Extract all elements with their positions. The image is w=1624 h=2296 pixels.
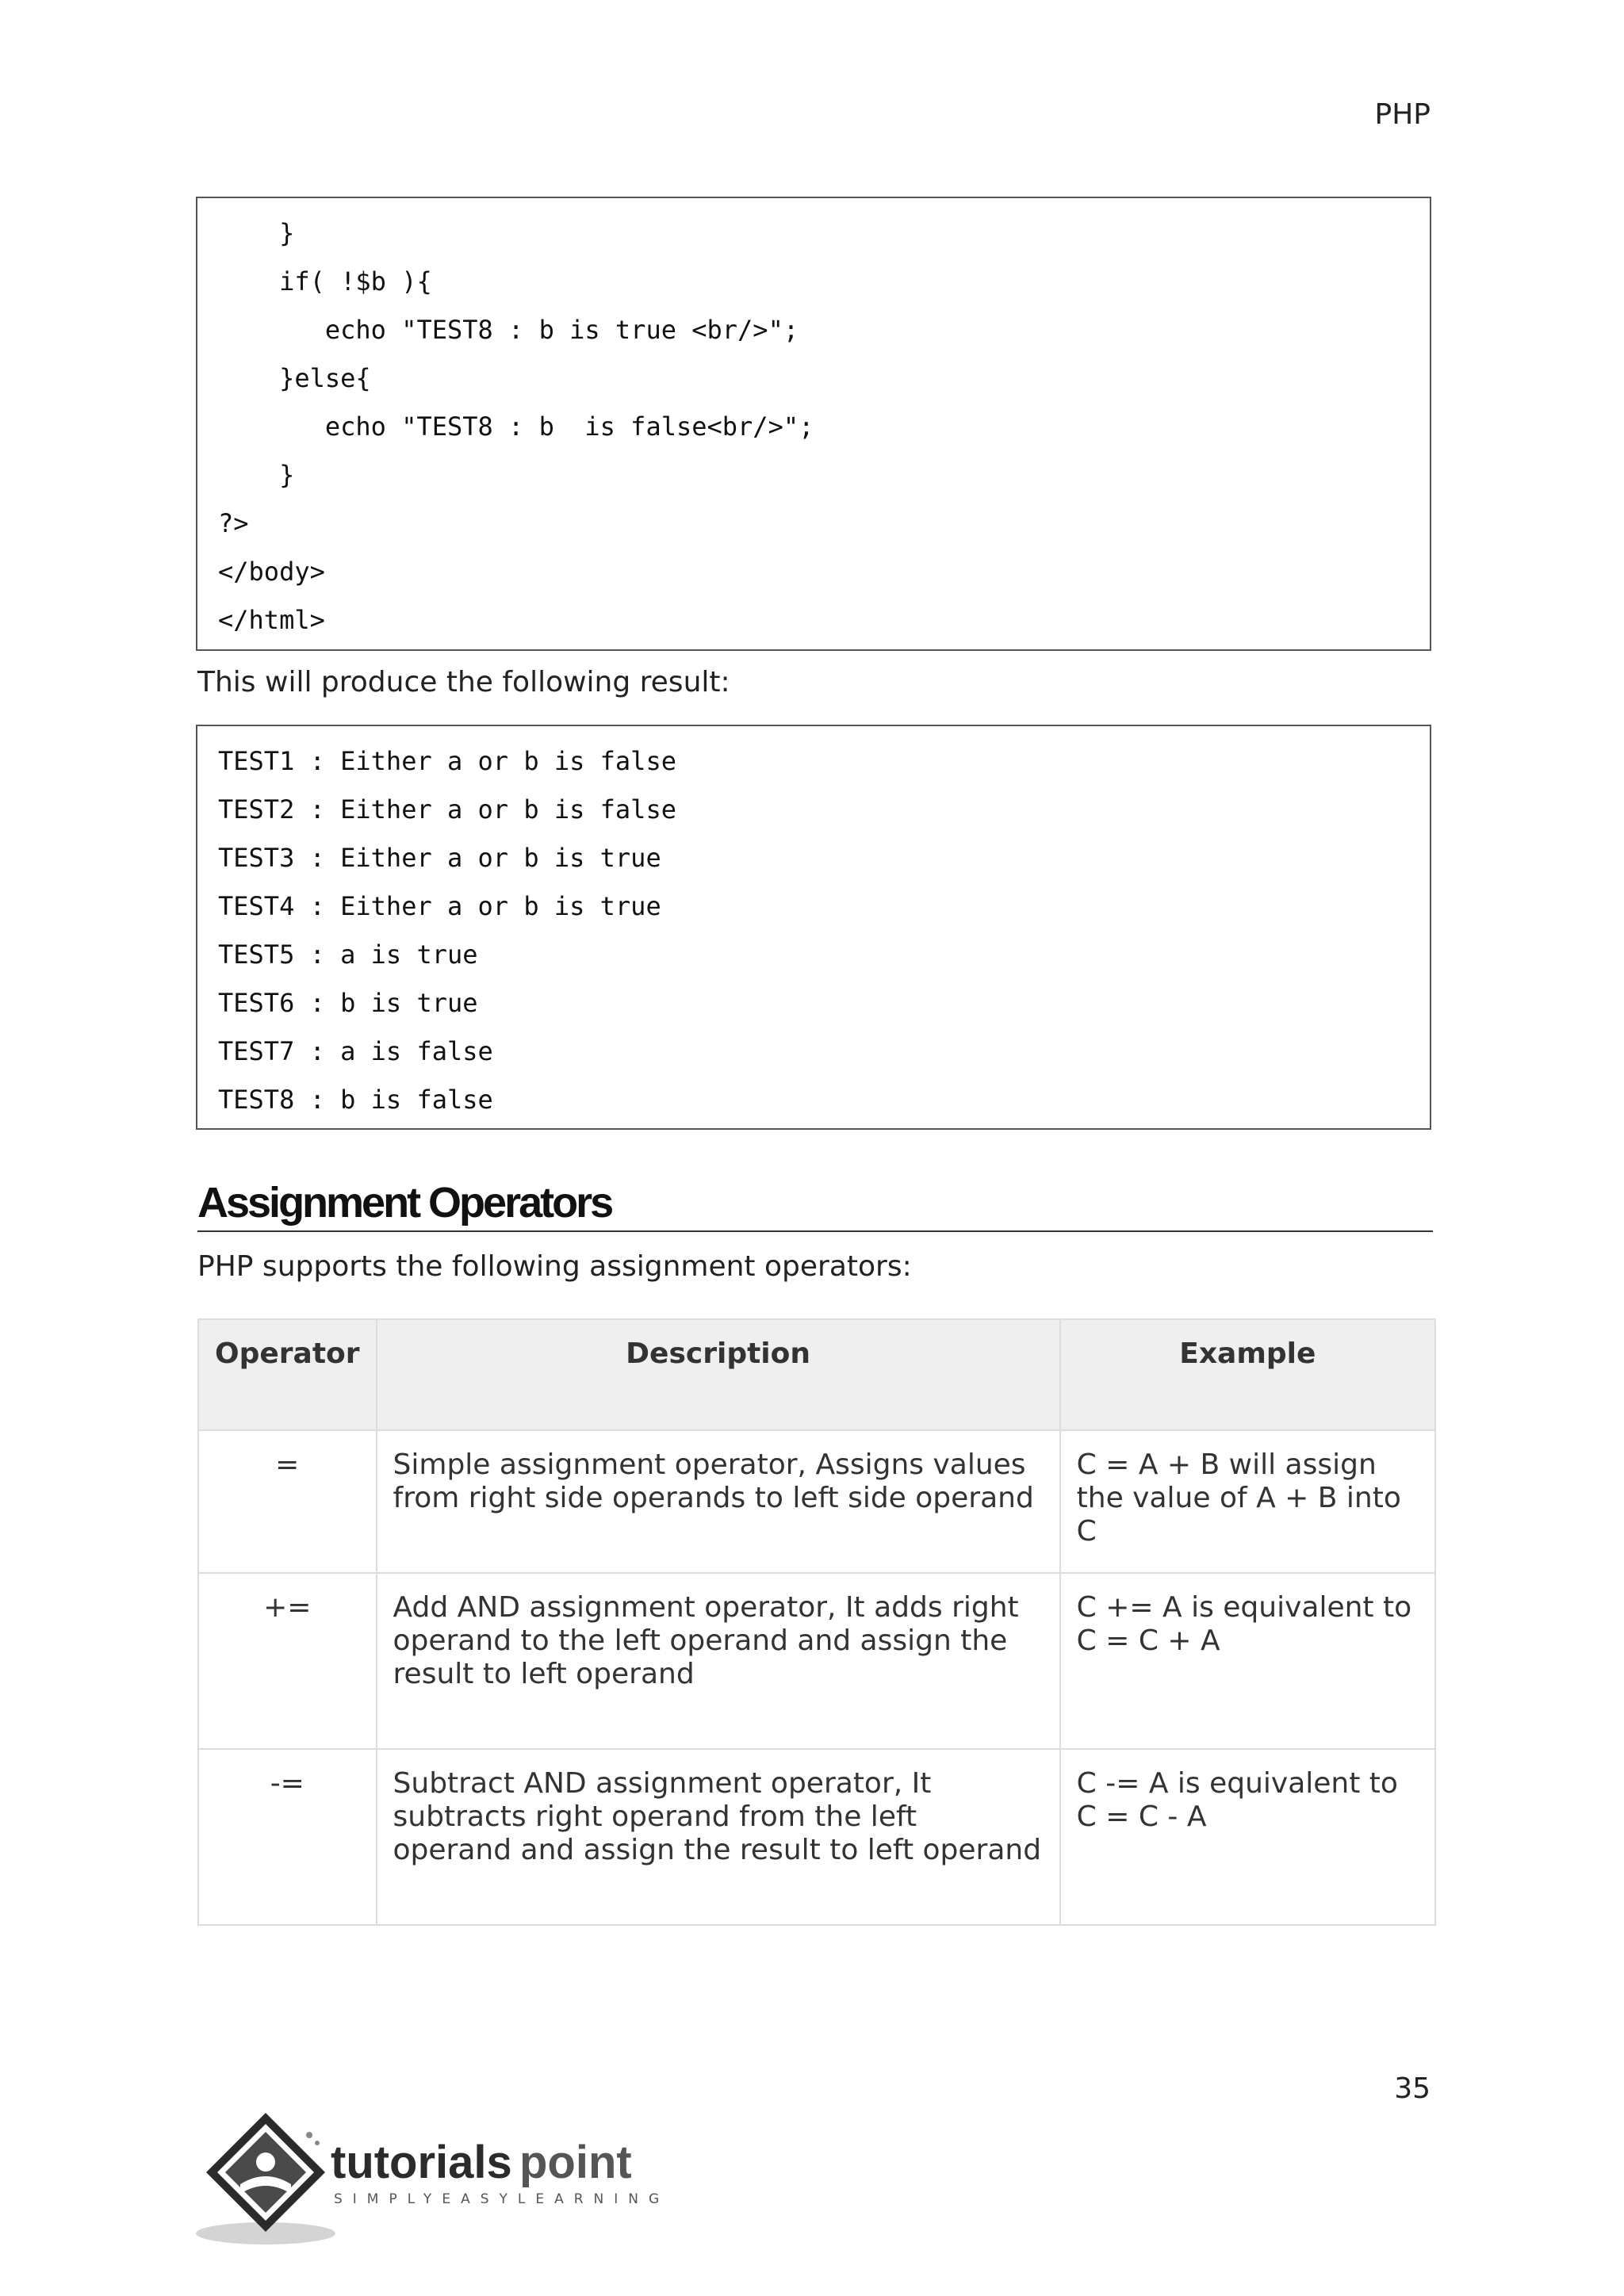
- code-block-source: [196, 197, 1431, 651]
- table-row: [198, 1573, 1435, 1749]
- description-cell: Add AND assignment operator, It adds right operand to the left operand and assign the result to left operand: [377, 1573, 1060, 1749]
- code-line: </body>: [218, 557, 325, 587]
- result-intro: This will produce the following result:: [197, 666, 730, 698]
- code-line: ?>: [218, 508, 249, 538]
- logo-dot: [315, 2141, 320, 2145]
- output-line: TEST5 : a is true: [218, 939, 478, 970]
- operator-cell: +=: [198, 1573, 377, 1749]
- code-line: </html>: [218, 605, 325, 635]
- table-header-row: [198, 1319, 1435, 1430]
- output-line: TEST7 : a is false: [218, 1036, 493, 1066]
- operators-table: [197, 1318, 1436, 1926]
- output-line: TEST4 : Either a or b is true: [218, 891, 661, 921]
- operator-cell: =: [198, 1430, 377, 1573]
- header-description: Description: [377, 1319, 1060, 1430]
- output-line: TEST2 : Either a or b is false: [218, 794, 676, 825]
- example-cell: C += A is equivalent to C = C + A: [1060, 1573, 1435, 1749]
- logo-dot: [306, 2132, 312, 2138]
- code-line: }else{: [218, 363, 371, 393]
- table-row: [198, 1749, 1435, 1925]
- section-intro: PHP supports the following assignment operators:: [197, 1250, 912, 1283]
- example-cell: C -= A is equivalent to C = C - A: [1060, 1749, 1435, 1925]
- output-line: TEST1 : Either a or b is false: [218, 746, 676, 776]
- logo-text-point: point: [519, 2137, 632, 2188]
- output-line: TEST6 : b is true: [218, 988, 478, 1018]
- code-line: echo "TEST8 : b is false<br/>";: [218, 411, 814, 442]
- example-cell: C = A + B will assign the value of A + B into C: [1060, 1430, 1435, 1573]
- code-line: if( !$b ){: [218, 266, 432, 297]
- description-cell: Simple assignment operator, Assigns values from right side operands to left side operand: [377, 1430, 1060, 1573]
- page-number: 35: [1394, 2072, 1431, 2105]
- code-line: }: [218, 218, 295, 248]
- code-line: echo "TEST8 : b is true <br/>";: [218, 315, 799, 345]
- code-line: }: [218, 460, 295, 490]
- logo-tagline: SIMPLYEASYLEARNING: [334, 2191, 670, 2207]
- running-header: PHP: [1374, 98, 1431, 131]
- output-line: TEST3 : Either a or b is true: [218, 843, 661, 873]
- code-block-output: [196, 725, 1431, 1130]
- header-example: Example: [1060, 1319, 1435, 1430]
- logo-text-tutorials: tutorials: [331, 2137, 512, 2188]
- tutorialspoint-logo: [194, 2105, 670, 2248]
- section-title: Assignment Operators: [197, 1178, 1433, 1232]
- logo-head: [256, 2152, 275, 2172]
- header-operator: Operator: [198, 1319, 377, 1430]
- output-line: TEST8 : b is false: [218, 1085, 493, 1115]
- table-row: [198, 1430, 1435, 1573]
- operator-cell: -=: [198, 1749, 377, 1925]
- description-cell: Subtract AND assignment operator, It subtracts right operand from the left operand and assign the result to left operand: [377, 1749, 1060, 1925]
